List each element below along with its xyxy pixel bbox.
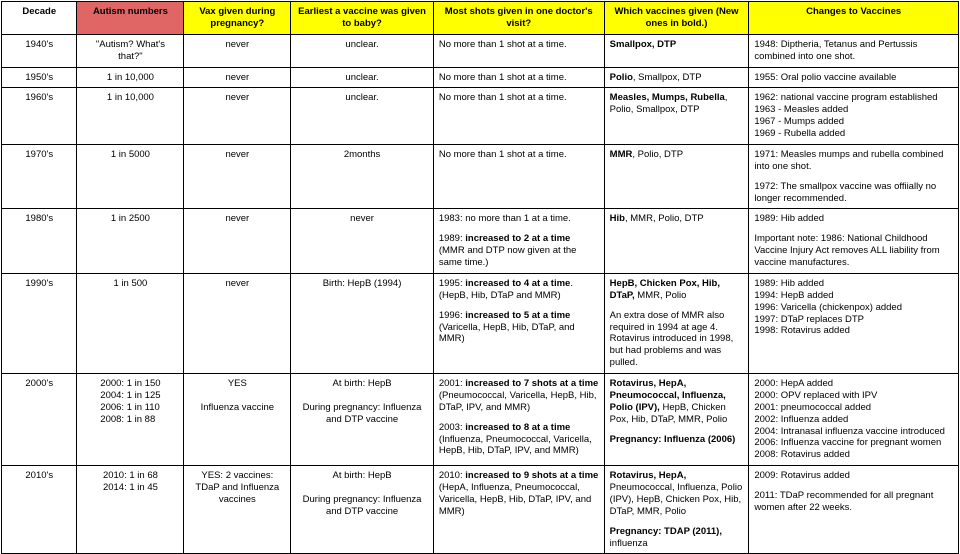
cell-earliest-vaccine: unclear. [291, 67, 434, 88]
cell-changes-to-vaccines: 1971: Measles mumps and rubella combined into one shot. 1972: The smallpox vaccine was offiially no longer recommended. [749, 144, 959, 209]
cell-decade: 1950's [2, 67, 77, 88]
cell-which-vaccines: Measles, Mumps, Rubella, Polio, Smallpox, DTP [604, 88, 749, 145]
column-header-most-shots: Most shots given in one doctor's visit? [433, 2, 604, 35]
cell-changes-to-vaccines: 1989: Hib added Important note: 1986: National Childhood Vaccine Injury Act removes ALL liability from vaccine manufactures. [749, 209, 959, 274]
table-row [2, 374, 959, 466]
cell-which-vaccines: Rotavirus, HepA, Pneumococcal, Influenza, Polio (IPV), HepB, Chicken Pox, Hib, DTaP, MMR, Polio Pregnancy: Influenza (2006) [604, 374, 749, 466]
cell-autism-numbers: 1 in 5000 [77, 144, 184, 209]
cell-earliest-vaccine: 2months [291, 144, 434, 209]
cell-which-vaccines: Hib, MMR, Polio, DTP [604, 209, 749, 274]
cell-vax-during-pregnancy: never [184, 273, 291, 373]
cell-autism-numbers: 1 in 500 [77, 273, 184, 373]
cell-which-vaccines: Rotavirus, HepA, Pneumococcal, Influenza, Polio (IPV), HepB, Chicken Pox, Hib, DTaP, MMR, Polio Pregnancy: TDAP (2011), influenza [604, 466, 749, 554]
cell-earliest-vaccine: At birth: HepB During pregnancy: Influenza and DTP vaccine [291, 374, 434, 466]
cell-most-shots: 1983: no more than 1 at a time. 1989: increased to 2 at a time (MMR and DTP now given at the same time.) [433, 209, 604, 274]
cell-changes-to-vaccines: 2000: HepA added 2000: OPV replaced with IPV 2001: pneumococcal added 2002: Influenza added 2004: Intranasal influenza vaccine introduced 2006: Influenza vaccine for pregnant women 2008: Rotavirus added [749, 374, 959, 466]
vaccine-history-table [1, 1, 959, 554]
cell-decade: 1940's [2, 34, 77, 67]
table-row [2, 466, 959, 554]
cell-which-vaccines: Polio, Smallpox, DTP [604, 67, 749, 88]
cell-vax-during-pregnancy: never [184, 67, 291, 88]
cell-earliest-vaccine: At birth: HepB During pregnancy: Influenza and DTP vaccine [291, 466, 434, 554]
column-header-autism-numbers: Autism numbers [77, 2, 184, 35]
cell-vax-during-pregnancy: never [184, 34, 291, 67]
table-row [2, 144, 959, 209]
cell-autism-numbers: 1 in 2500 [77, 209, 184, 274]
table-header [2, 2, 959, 35]
cell-earliest-vaccine: Birth: HepB (1994) [291, 273, 434, 373]
table-row [2, 209, 959, 274]
cell-decade: 1990's [2, 273, 77, 373]
column-header-changes: Changes to Vaccines [749, 2, 959, 35]
cell-decade: 1970's [2, 144, 77, 209]
cell-vax-during-pregnancy: YES: 2 vaccines: TDaP and Influenza vaccines [184, 466, 291, 554]
cell-autism-numbers: 1 in 10,000 [77, 88, 184, 145]
column-header-which-vaccines: Which vaccines given (New ones in bold.) [604, 2, 749, 35]
cell-changes-to-vaccines: 1948: Diptheria, Tetanus and Pertussis combined into one shot. [749, 34, 959, 67]
cell-decade: 1960's [2, 88, 77, 145]
cell-changes-to-vaccines: 1962: national vaccine program established 1963 - Measles added 1967 - Mumps added 1969 - Rubella added [749, 88, 959, 145]
cell-decade: 2000's [2, 374, 77, 466]
cell-most-shots: 2010: increased to 9 shots at a time (HepA, Influenza, Pneumococcal, Varicella, HepB, Hib, DTaP, IPV, and MMR) [433, 466, 604, 554]
cell-autism-numbers: "Autism? What's that?" [77, 34, 184, 67]
cell-most-shots: 1995: increased to 4 at a time. (HepB, Hib, DTaP and MMR) 1996: increased to 5 at a time (Varicella, HepB, Hib, DTaP, and MMR) [433, 273, 604, 373]
cell-which-vaccines: MMR, Polio, DTP [604, 144, 749, 209]
cell-earliest-vaccine: unclear. [291, 34, 434, 67]
cell-decade: 2010's [2, 466, 77, 554]
cell-autism-numbers: 1 in 10,000 [77, 67, 184, 88]
cell-most-shots: No more than 1 shot at a time. [433, 67, 604, 88]
table-row [2, 67, 959, 88]
cell-vax-during-pregnancy: never [184, 144, 291, 209]
cell-vax-during-pregnancy: never [184, 209, 291, 274]
table-body [2, 34, 959, 554]
cell-which-vaccines: Smallpox, DTP [604, 34, 749, 67]
column-header-vax-pregnancy: Vax given during pregnancy? [184, 2, 291, 35]
table-row [2, 34, 959, 67]
cell-changes-to-vaccines: 2009: Rotavirus added 2011: TDaP recommended for all pregnant women after 22 weeks. [749, 466, 959, 554]
cell-most-shots: 2001: increased to 7 shots at a time (Pneumococcal, Varicella, HepB, Hib, DTaP, IPV, and MMR) 2003: increased to 8 at a time (Influenza, Pneumococcal, Varicella, HepB, Hib, DTaP, IPV, and MMR) [433, 374, 604, 466]
cell-vax-during-pregnancy: never [184, 88, 291, 145]
header-row [2, 2, 959, 35]
table-row [2, 88, 959, 145]
cell-earliest-vaccine: never [291, 209, 434, 274]
cell-changes-to-vaccines: 1955: Oral polio vaccine available [749, 67, 959, 88]
cell-changes-to-vaccines: 1989: Hib added 1994: HepB added 1996: Varicella (chickenpox) added 1997: DTaP replaces DTP 1998: Rotavirus added [749, 273, 959, 373]
cell-autism-numbers: 2010: 1 in 68 2014: 1 in 45 [77, 466, 184, 554]
cell-autism-numbers: 2000: 1 in 150 2004: 1 in 125 2006: 1 in 110 2008: 1 in 88 [77, 374, 184, 466]
cell-decade: 1980's [2, 209, 77, 274]
table-row [2, 273, 959, 373]
cell-most-shots: No more than 1 shot at a time. [433, 88, 604, 145]
cell-vax-during-pregnancy: YES Influenza vaccine [184, 374, 291, 466]
cell-earliest-vaccine: unclear. [291, 88, 434, 145]
cell-which-vaccines: HepB, Chicken Pox, Hib, DTaP, MMR, Polio An extra dose of MMR also required in 1994 at age 4. Rotavirus introduced in 1998, but had problems and was pulled. [604, 273, 749, 373]
cell-most-shots: No more than 1 shot at a time. [433, 34, 604, 67]
column-header-earliest-vaccine: Earliest a vaccine was given to baby? [291, 2, 434, 35]
cell-most-shots: No more than 1 shot at a time. [433, 144, 604, 209]
column-header-decade: Decade [2, 2, 77, 35]
